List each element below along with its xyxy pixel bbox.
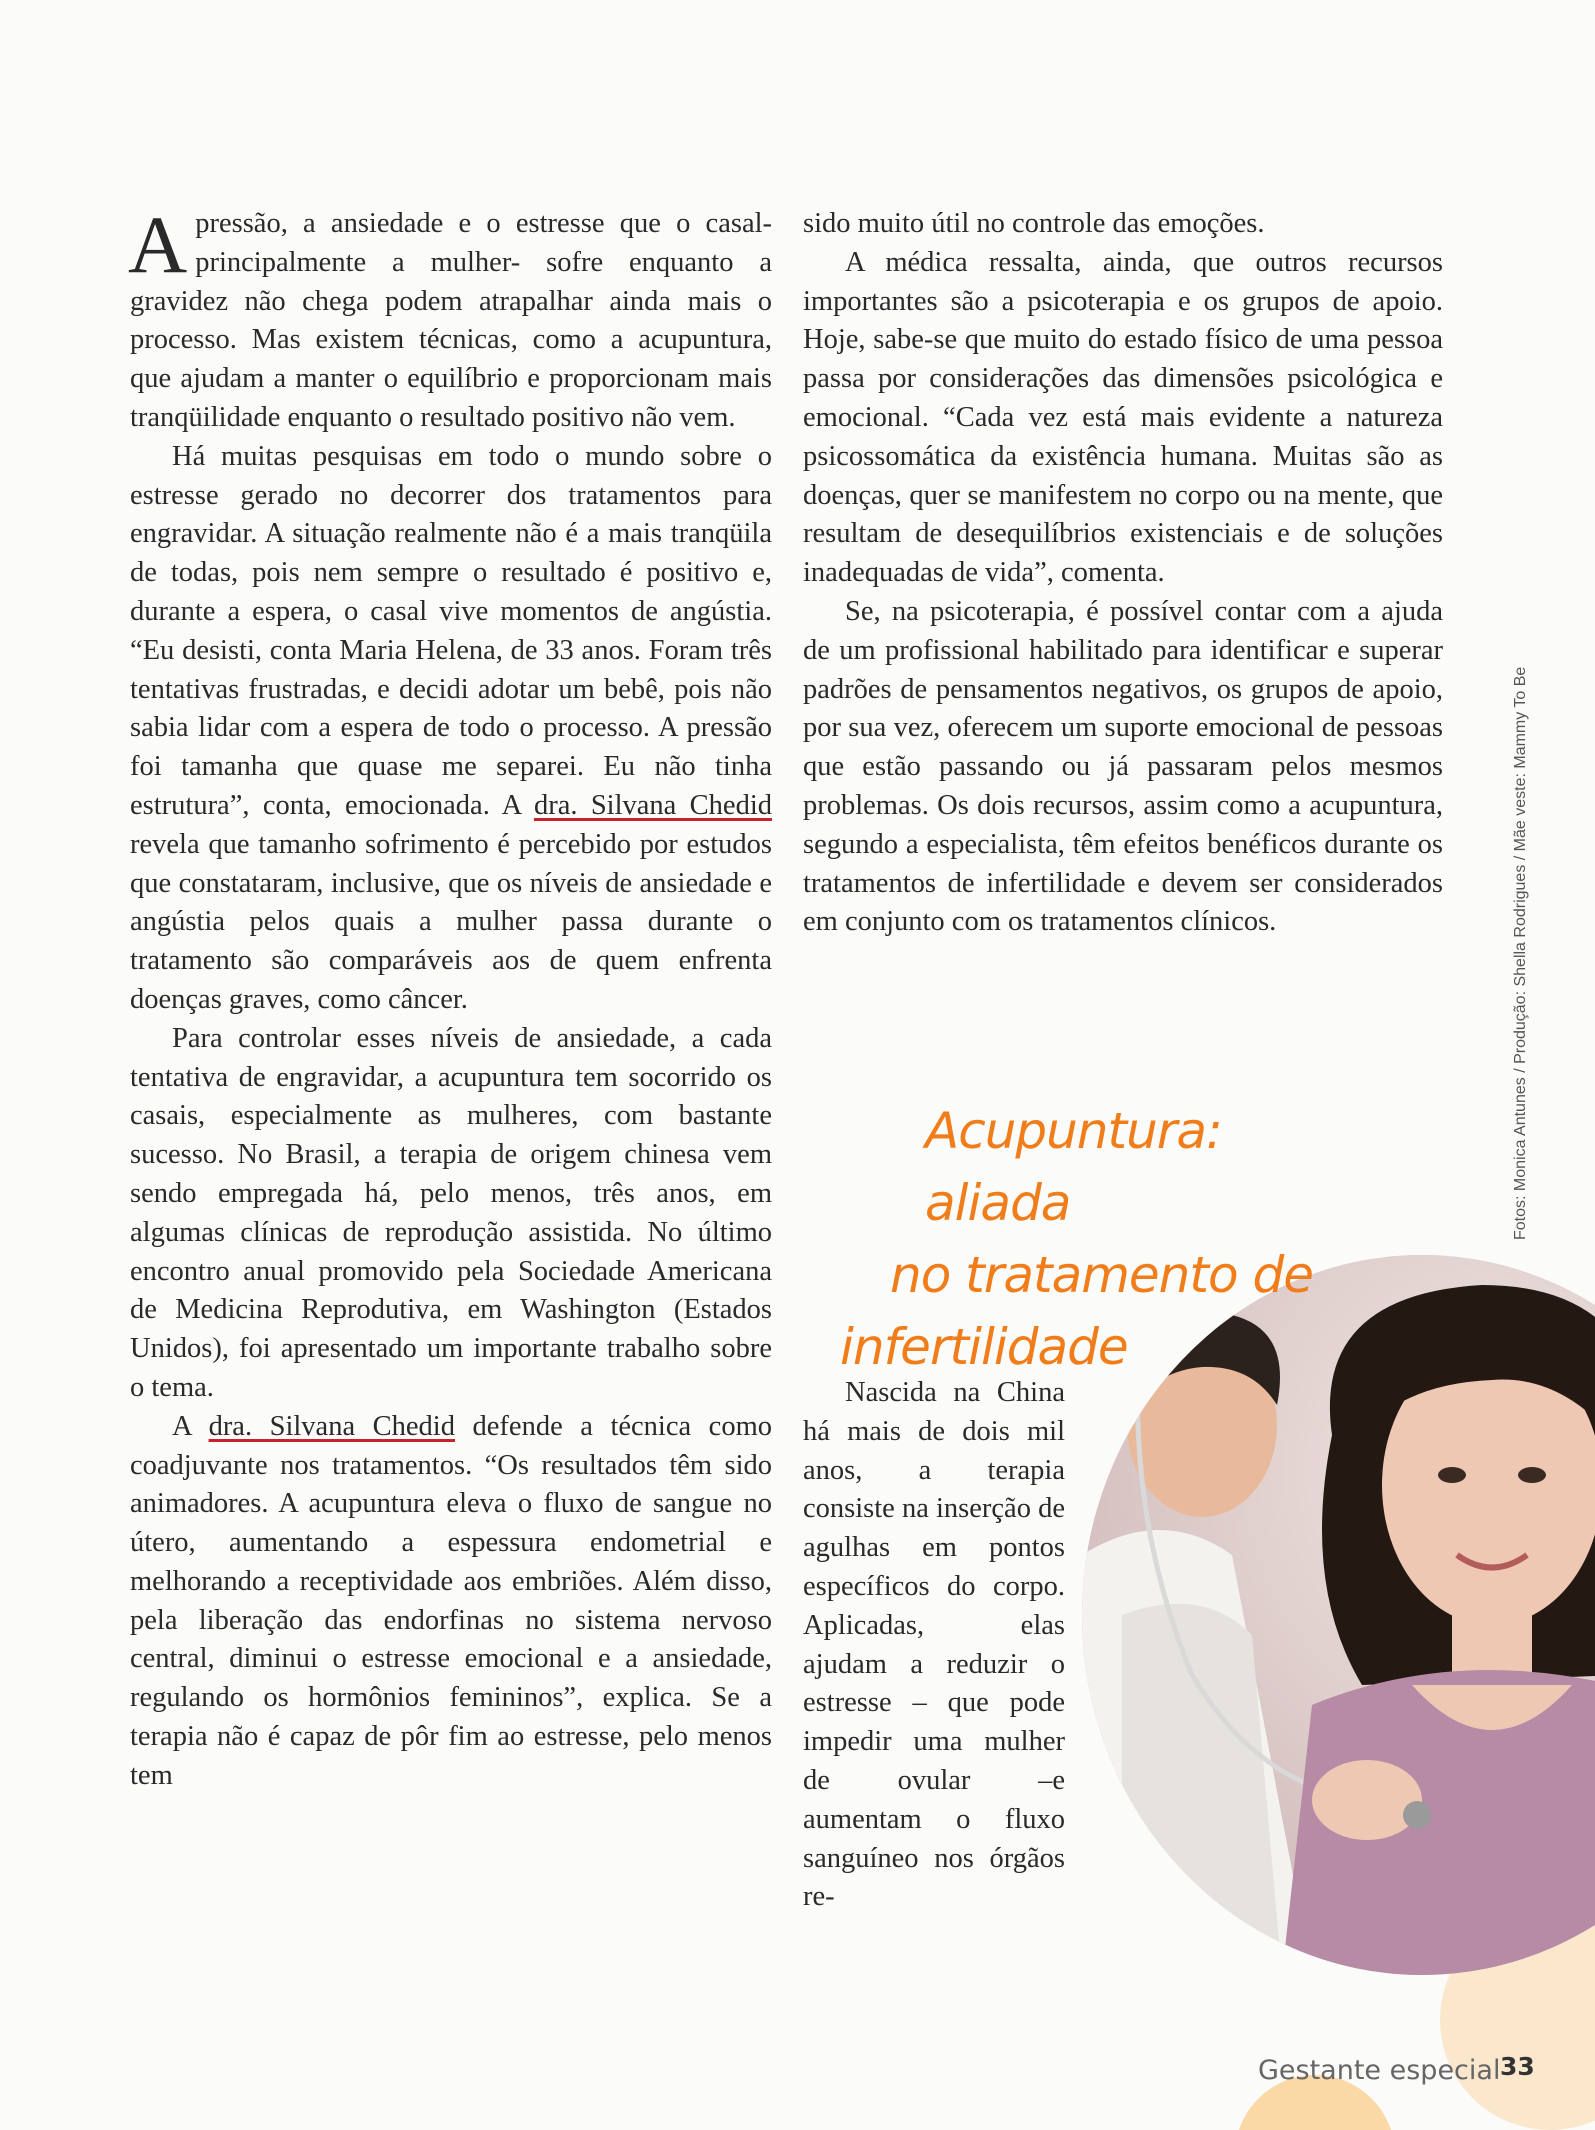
article-paragraph: Para controlar esses níveis de ansiedade, a cada tentativa de engravidar, a acupuntura tem socorrido os casais, especialmente as mulheres, com bastante sucesso. No Brasil, a terapia de origem chinesa vem sendo empregada há, pelo menos, três anos, em algumas clínicas de reprodução assistida. No último encontro anual promovido pela Sociedade Americana de Medicina Reprodutiva, em Washington (Estados Unidos), foi apresentado um importante trabalho sobre o tema. bbox=[130, 1022, 772, 1403]
article-paragraph bbox=[130, 1408, 772, 1796]
sidebar-paragraph: Nascida na China há mais de dois mil anos, a terapia consiste na inserção de agulhas em pontos específicos do corpo. Aplicadas, elas ajudam a reduzir o estresse – que pode impedir uma mulher de ovular –e aumentam o fluxo sanguíneo nos órgãos re- bbox=[803, 1377, 1065, 1913]
article-column-left bbox=[128, 199, 772, 1796]
article-paragraph bbox=[130, 438, 772, 1020]
doctor-name-link: dra. Silvana Chedid bbox=[533, 789, 772, 821]
paragraph-text: defende a técnica como coadjuvante nos tratamentos. “Os resultados têm sido animadores. A acupuntura eleva o fluxo de sangue no útero, aumentando a espessura endometrial e melhorando a receptividade aos embriões. Além disso, pela liberação das endorfinas no sistema nervoso central, diminui o estresse emocional e a ansiedade, regulando os hormônios femininos”, explica. Se a terapia não é capaz de pôr fim ao estresse, pelo menos tem bbox=[130, 1410, 772, 1791]
page-number: 33 bbox=[1500, 2052, 1535, 2081]
heading-line: infertilidade bbox=[840, 1318, 1128, 1376]
paragraph-text: A bbox=[172, 1410, 209, 1442]
drop-cap: A bbox=[128, 199, 188, 290]
paragraph-text: revela que tamanho sofrimento é percebido por estudos que constataram, inclusive, que os níveis de ansiedade e angústia pelos quais a mulher passa durante o tratamento são comparáveis aos de quem enfrenta doenças graves, como câncer. bbox=[130, 828, 772, 1015]
article-paragraph: Se, na psicoterapia, é possível contar com a ajuda de um profissional habilitado para identificar e superar padrões de pensamentos negativos, os grupos de apoio, por sua vez, oferecem um suporte emocional de pessoas que estão passando ou já passaram pelos mesmos problemas. Os dois recursos, assim como a acupuntura, segundo a especialista, têm efeitos benéficos durante os tratamentos de infertilidade e devem ser considerados em conjunto com os tratamentos clínicos. bbox=[803, 595, 1443, 938]
sidebar-heading bbox=[820, 1095, 1380, 1383]
paragraph-text: pressão, a ansiedade e o estresse que o casal- principalmente a mulher- sofre enquanto a gravidez não chega podem atrapalhar ainda mais o processo. Mas existem técnicas, como a acupuntura, que ajudam a manter o equilíbrio e proporcionam mais tranqüilidade enquanto o resultado positivo não vem. bbox=[130, 208, 772, 433]
article-paragraph: A médica ressalta, ainda, que outros recursos importantes são a psicoterapia e os grupos de apoio. Hoje, sabe-se que muito do estado físico de uma pessoa passa por considerações das dimensões psicológica e emocional. “Cada vez está mais evidente a natureza psicossomática da existência humana. Muitas são as doenças, quer se manifestem no corpo ou na mente, que resultam de desequilíbrios existenciais e de soluções inadequadas de vida”, comenta. bbox=[803, 246, 1443, 589]
paragraph-text: Há muitas pesquisas em todo o mundo sobre o estresse gerado no decorrer dos tratamentos para engravidar. A situação realmente não é a mais tranqüila de todas, pois nem sempre o resultado é positivo e, durante a espera, o casal vive momentos de angústia. “Eu desisti, conta Maria Helena, de 33 anos. Foram três tentativas frustradas, e decidi adotar um bebê, pois não sabia lidar com a espera de todo o processo. A pressão foi tamanha que quase me separei. Eu não tinha estrutura”, conta, emocionada. A bbox=[130, 440, 772, 821]
doctor-name-link: dra. Silvana Chedid bbox=[208, 1410, 455, 1442]
heading-line: Acupuntura: aliada bbox=[925, 1102, 1222, 1232]
footer-magazine-title: Gestante especial bbox=[1258, 2055, 1501, 2086]
article-paragraph bbox=[128, 199, 772, 438]
heading-line: no tratamento de bbox=[890, 1246, 1313, 1304]
article-column-right bbox=[803, 205, 1443, 942]
article-paragraph: sido muito útil no controle das emoções. bbox=[803, 208, 1265, 239]
photo-credit: Fotos: Monica Antunes / Produção: Shella Rodrigues / Mãe veste: Mammy To Be bbox=[1512, 666, 1529, 1240]
sidebar-text bbox=[803, 1374, 1065, 1917]
